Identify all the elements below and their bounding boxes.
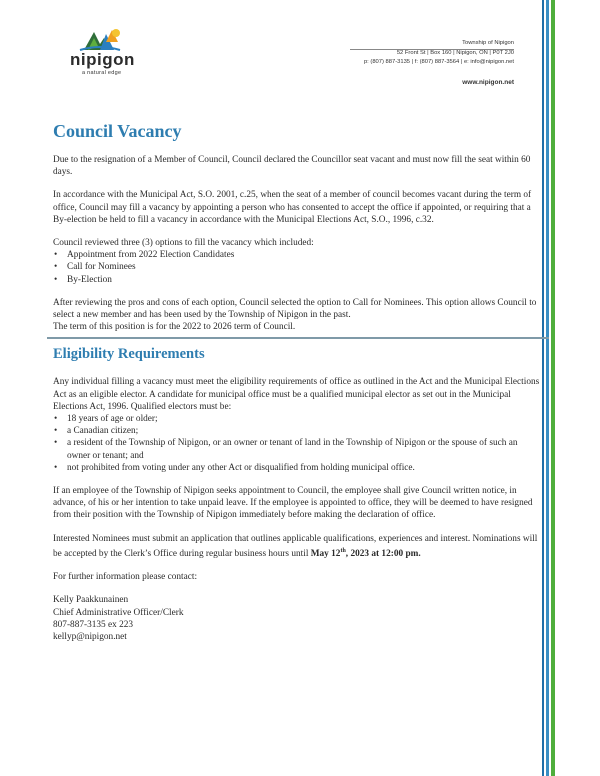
- contact-address: 52 Front St | Box 160 | Nipigon, ON | P0T 2J0: [396, 49, 514, 56]
- list-item: • a Canadian citizen;: [53, 425, 543, 437]
- paragraph-resignation: Due to the resignation of a Member of Council, Council declared the Councillor seat vacant and must now fill the seat within 60 days.: [53, 155, 531, 178]
- contact-phone: 807-887-3135 ex 223: [53, 619, 134, 630]
- contact-phone-line: p: (807) 887-3135 | f: (807) 887-3564 | e: info@nipigon.net: [363, 59, 514, 65]
- paragraph-eligibility: Any individual filling a vacancy must meet the eligibility requirements of office as outlined in the Act and the Municipal Elections Act as an eligible elector. A candidate for municipal office must be a qualified municipal elector as set out in the Municipal Elections Act, 1996. Qualified electors must be:: [53, 377, 540, 412]
- decorative-stripe-green: [551, 0, 555, 776]
- paragraph-nominations: [53, 533, 543, 561]
- list-item: • Appointment from 2022 Election Candidates: [53, 249, 543, 261]
- nominations-text: Interested Nominees must submit an application that outlines applicable qualifications, experiences and interest. Nominations will be accepted by the Clerk’s Office during regular business hours until: [53, 533, 538, 559]
- section-title-eligibility: Eligibility Requirements: [53, 346, 205, 363]
- list-item: • By-Election: [53, 274, 543, 286]
- document-body: [53, 154, 543, 654]
- paragraph-further-info: For further information please contact:: [53, 572, 198, 583]
- paragraph-options-intro: Council reviewed three (3) options to fill the vacancy which included:: [53, 238, 314, 249]
- deadline-time: , 2023 at 12:00 pm.: [345, 548, 421, 559]
- paragraph-decision: [53, 297, 543, 334]
- decision-text: After reviewing the pros and cons of each option, Council selected the option to Call for Nominees. This option allows Council to select a new member and has been used by the Township of Nipigon in the past.: [53, 297, 537, 321]
- list-item: • Call for Nominees: [53, 261, 543, 273]
- contact-email-link[interactable]: kellyp@nipigon.net: [53, 631, 127, 642]
- paragraph-municipal-act: In accordance with the Municipal Act, S.O. 2001, c.25, when the seat of a member of council becomes vacant during the term of office, Council may fill a vacancy by appointing a person who has consented to accept the office if appointed, or requiring that a By-election be held to fill a vacancy in accordance with the Municipal Elections Act, S.O., 1996, c.32.: [53, 190, 532, 225]
- logo-wordmark: nipigon: [70, 50, 135, 69]
- deadline-date: May 12: [310, 548, 341, 559]
- logo-tagline: a natural edge: [82, 70, 122, 76]
- paragraph-employee: If an employee of the Township of Nipigon seeks appointment to Council, the employee shall give Council written notice, in advance, of his or her intention to take unpaid leave. If the employee is appointed to office, they will be deemed to have resigned from their position with the Township of Nipigon immediately before making the declaration of office.: [53, 486, 533, 521]
- list-item: • a resident of the Township of Nipigon, or an owner or tenant of land in the Township of Nipigon or the spouse of such an owner or tenant; and: [53, 437, 543, 461]
- term-text: The term of this position is for the 2022 to 2026 term of Council.: [53, 322, 296, 333]
- deadline-suffix: th: [340, 547, 346, 554]
- page-title: Council Vacancy: [53, 121, 182, 141]
- requirements-list: [53, 413, 543, 474]
- contact-role: Chief Administrative Officer/Clerk: [53, 607, 184, 618]
- list-item: • 18 years of age or older;: [53, 413, 543, 425]
- contact-name: Kelly Paakkunainen: [53, 595, 129, 606]
- contact-person-block: [53, 594, 543, 643]
- decorative-stripe-blue: [546, 0, 549, 776]
- section-divider: [47, 337, 549, 339]
- contact-website-link[interactable]: www.nipigon.net: [462, 78, 514, 86]
- list-item: • not prohibited from voting under any other Act or disqualified from holding municipal office.: [53, 462, 543, 474]
- header-contact-block: [364, 39, 514, 87]
- options-list: [53, 249, 543, 286]
- contact-org: Township of Nipigon: [462, 40, 514, 46]
